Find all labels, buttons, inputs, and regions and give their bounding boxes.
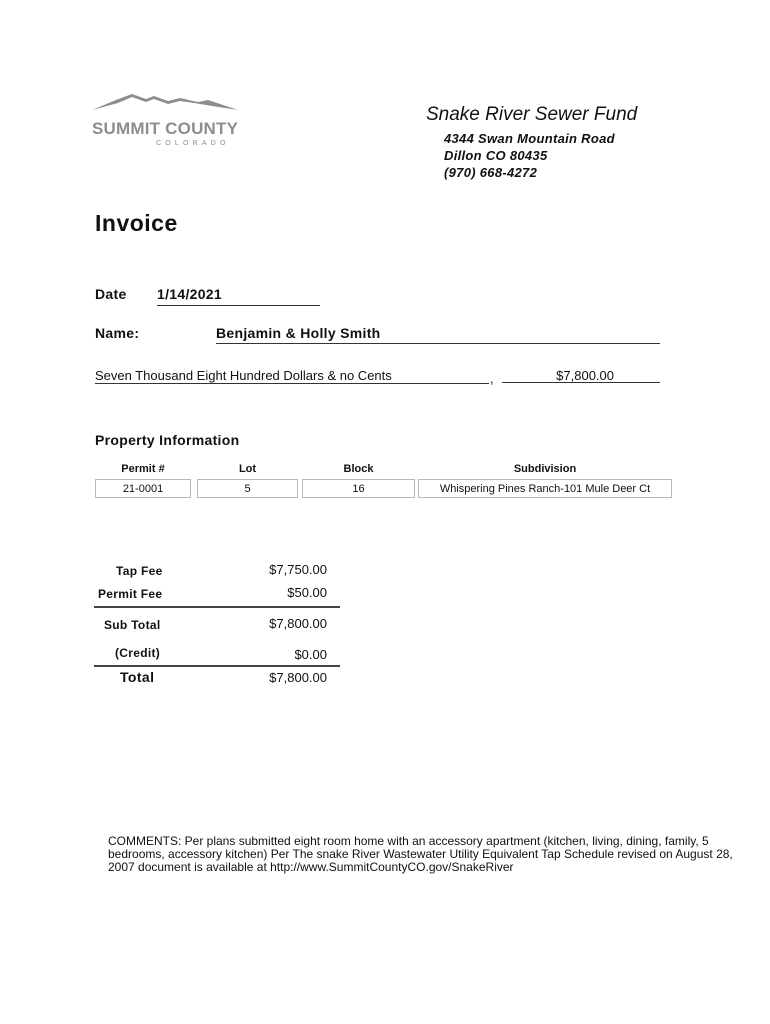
total-divider [94, 665, 340, 667]
credit-label: (Credit) [115, 646, 161, 660]
amount-words: Seven Thousand Eight Hundred Dollars & no Cents [95, 368, 392, 383]
tap-fee-amount: $7,750.00 [269, 562, 327, 577]
credit-amount: $0.00 [294, 647, 327, 662]
sub-total-label: Sub Total [104, 618, 161, 632]
permit-fee-label: Permit Fee [98, 587, 163, 601]
sub-total-amount: $7,800.00 [269, 616, 327, 631]
summit-county-logo [88, 88, 248, 152]
total-amount: $7,800.00 [269, 670, 327, 685]
fund-name: Snake River Sewer Fund [426, 104, 638, 125]
subdivision-cell: Whispering Pines Ranch-101 Mule Deer Ct [418, 479, 672, 498]
name-field [216, 325, 660, 344]
name-label: Name: [95, 325, 140, 341]
address-line2: Dillon CO 80435 [444, 148, 548, 163]
logo-name: SUMMIT COUNTY [92, 119, 239, 138]
permit-fee-amount: $50.00 [287, 585, 327, 600]
amount-figure: $7,800.00 [556, 368, 614, 383]
date-field [157, 286, 320, 306]
block-cell: 16 [302, 479, 415, 498]
column-header-subdivision: Subdivision [513, 463, 577, 475]
permit-number-cell: 21-0001 [95, 479, 191, 498]
amount-separator: , [490, 371, 494, 386]
date-value: 1/14/2021 [157, 286, 222, 302]
total-label: Total [120, 669, 155, 685]
column-header-permit: Permit # [121, 463, 165, 475]
address-line1: 4344 Swan Mountain Road [444, 131, 615, 146]
name-value: Benjamin & Holly Smith [216, 325, 381, 341]
property-heading: Property Information [95, 432, 240, 448]
column-header-lot: Lot [238, 463, 257, 475]
phone-number: (970) 668-4272 [444, 165, 538, 180]
column-header-block: Block [343, 463, 374, 475]
lot-cell: 5 [197, 479, 298, 498]
mountain-logo-icon [88, 88, 248, 118]
subtotal-divider [94, 606, 340, 608]
date-label: Date [95, 286, 127, 302]
amount-figure-field [502, 368, 660, 383]
logo-state: COLORADO [156, 140, 230, 147]
invoice-title: Invoice [95, 210, 178, 236]
amount-words-field [95, 368, 489, 384]
tap-fee-label: Tap Fee [116, 564, 163, 578]
comments-text: COMMENTS: Per plans submitted eight room home with an accessory apartment (kitchen, living, dining, family, 5 bedrooms, accessory kitchen) Per The snake River Wastewater Utility Equivalent Tap Schedule revised on August 28, 2007 document is available at http://www.SummitCountyCO.gov/SnakeRiver [108, 834, 733, 874]
